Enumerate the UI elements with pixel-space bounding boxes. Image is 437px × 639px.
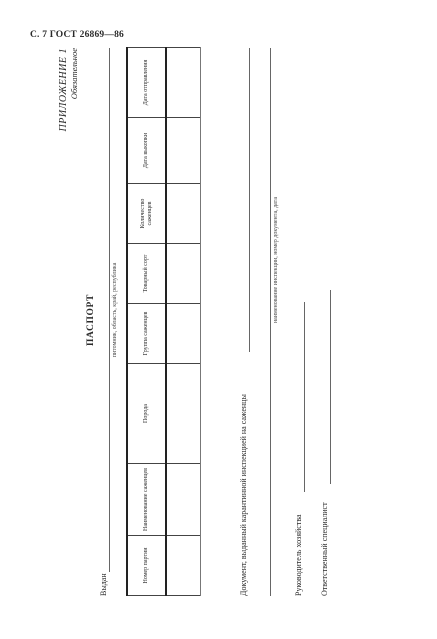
cell-commercial-grade[interactable]	[166, 244, 200, 304]
col-lot-number: Номер партии	[127, 536, 166, 596]
col-commercial-grade: Товарный сорт	[127, 244, 166, 304]
passport-table	[126, 47, 201, 596]
col-quantity: Количество саженцев	[127, 184, 166, 244]
cell-seedling-group[interactable]	[166, 304, 200, 364]
document-line-1	[249, 48, 250, 352]
col-dig-date: Дата выкопки	[127, 118, 166, 184]
document-caption: наименование инспекции, номер документа, дата	[273, 196, 279, 324]
issued-caption: питомник, область, край, республика	[112, 262, 118, 358]
issued-line	[109, 48, 110, 572]
col-seedling-name: Наименование саженцев	[127, 464, 166, 536]
cell-dig-date[interactable]	[166, 118, 200, 184]
issued-label: Выдан	[99, 573, 108, 596]
specialist-label: Ответственный специалист	[320, 502, 329, 596]
farm-head-label: Руководитель хозяйства	[294, 514, 303, 596]
cell-dispatch-date[interactable]	[166, 48, 200, 118]
col-seedling-group: Группа саженцев	[127, 304, 166, 364]
document-label: Документ, выданный карантинной инспекцией на саженцы	[239, 394, 248, 596]
cell-lot-number[interactable]	[166, 536, 200, 596]
passport-title: ПАСПОРТ	[86, 294, 96, 346]
farm-head-signature-line[interactable]	[304, 302, 305, 492]
cell-seedling-name[interactable]	[166, 464, 200, 536]
appendix-label: ПРИЛОЖЕНИЕ 1	[58, 48, 69, 132]
document-line-2	[270, 48, 271, 596]
page-header: С. 7 ГОСТ 26869—86	[30, 30, 124, 40]
specialist-signature-line[interactable]	[330, 290, 331, 484]
table-row	[166, 48, 200, 596]
col-dispatch-date: Дата отправления	[127, 48, 166, 118]
appendix-status: Обязательное	[69, 48, 79, 100]
cell-quantity[interactable]	[166, 184, 200, 244]
cell-species[interactable]	[166, 364, 200, 464]
appendix-note	[58, 48, 79, 132]
col-species: Порода	[127, 364, 166, 464]
rotated-form	[58, 40, 388, 600]
